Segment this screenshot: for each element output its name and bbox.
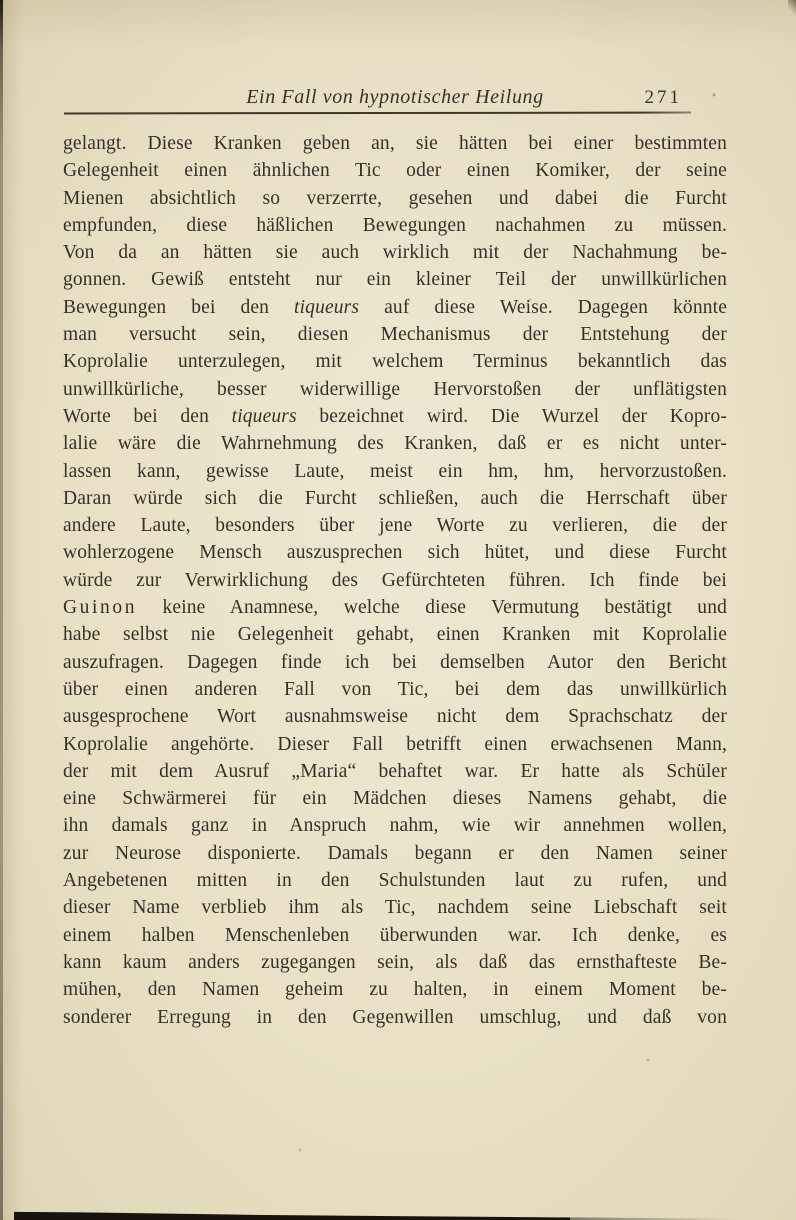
text-line: ausgesprochene Wort ausnahmsweise nicht dem Sprachschatz der <box>63 706 727 728</box>
italic-term: tiqueurs <box>231 405 297 427</box>
text-line: Angebetenen mitten in den Schulstunden laut zu rufen, und <box>63 870 727 892</box>
text-line: andere Laute, besonders über jene Worte zu verlieren, die der <box>63 515 727 537</box>
text-line: unwillkürliche, besser widerwillige Hervorstoßen der unflätigsten <box>63 378 727 400</box>
text-line: mühen, den Namen geheim zu halten, in einem Moment be- <box>63 979 727 1001</box>
body-text <box>63 130 727 1031</box>
text-line: gonnen. Gewiß entsteht nur ein kleiner Teil der unwillkürlichen <box>63 269 727 291</box>
italic-term: tiqueurs <box>294 296 360 318</box>
text-line: Guinon keine Anamnese, welche diese Vermutung bestätigt und <box>63 597 727 619</box>
text-line: Mienen absichtlich so verzerrte, gesehen und dabei die Furcht <box>63 187 727 209</box>
text-line: Worte bei den tiqueurs bezeichnet wird. Die Wurzel der Kopro- <box>63 405 727 427</box>
text-line: habe selbst nie Gelegenheit gehabt, einen Kranken mit Koprolalie <box>63 624 727 646</box>
text-line: lassen kann, gewisse Laute, meist ein hm, hm, hervorzustoßen. <box>63 460 727 482</box>
running-title: Ein Fall von hypnotischer Heilung <box>246 86 544 108</box>
text-line: Koprolalie unterzulegen, mit welchem Terminus bekanntlich das <box>63 351 727 373</box>
scan-shadow-bottom <box>14 1211 570 1220</box>
scan-corner-top-right <box>788 0 796 16</box>
text-line: Gelegenheit einen ähnlichen Tic oder einen Komiker, der seine <box>63 160 727 182</box>
text-line: ihn damals ganz in Anspruch nahm, wie wir annehmen wollen, <box>63 815 727 837</box>
text-line: einem halben Menschenleben überwunden war. Ich denke, es <box>63 924 727 946</box>
text-line: empfunden, diese häßlichen Bewegungen nachahmen zu müssen. <box>63 214 727 236</box>
text-line: gelangt. Diese Kranken geben an, sie hätten bei einer bestimmten <box>63 133 727 154</box>
text-line: auszufragen. Dagegen finde ich bei demselben Autor den Bericht <box>63 651 727 673</box>
text-line: Bewegungen bei den tiqueurs auf diese Weise. Dagegen könnte <box>63 296 727 318</box>
text-line: sonderer Erregung in den Gegenwillen umschlug, und daß von <box>63 1006 727 1028</box>
text-line: kann kaum anders zugegangen sein, als daß das ernsthafteste Be- <box>63 951 727 973</box>
text-line: über einen anderen Fall von Tic, bei dem das unwillkürlich <box>63 678 727 700</box>
header-rule <box>64 112 691 115</box>
text-line: der mit dem Ausruf „Maria“ behaftet war. Er hatte als Schüler <box>63 760 727 782</box>
text-line: Von da an hätten sie auch wirklich mit der Nachahmung be- <box>63 242 727 264</box>
scan-edge-left <box>0 0 3 1220</box>
text-line: eine Schwärmerei für ein Mädchen dieses Namens gehabt, die <box>63 788 727 810</box>
text-line: lalie wäre die Wahrnehmung des Kranken, daß er es nicht unter- <box>63 433 727 455</box>
text-line: Koprolalie angehörte. Dieser Fall betrifft einen erwachsenen Mann, <box>63 733 727 755</box>
text-line: zur Neurose disponierte. Damals begann er den Namen seiner <box>63 842 727 864</box>
text-line: Daran würde sich die Furcht schließen, auch die Herrschaft über <box>63 487 727 509</box>
text-line: dieser Name verblieb ihm als Tic, nachdem seine Liebschaft seit <box>63 897 727 919</box>
scan-shadow-bottom-faint <box>560 1216 740 1220</box>
page-header <box>63 86 727 112</box>
text-line: wohlerzogene Mensch auszusprechen sich hütet, und diese Furcht <box>63 542 727 564</box>
text-line: würde zur Verwirklichung des Gefürchteten führen. Ich finde bei <box>63 569 727 591</box>
letterspaced-name: Guinon <box>63 597 138 619</box>
page-number: 271 <box>644 87 682 108</box>
text-line: man versucht sein, diesen Mechanismus der Entstehung der <box>63 324 727 346</box>
